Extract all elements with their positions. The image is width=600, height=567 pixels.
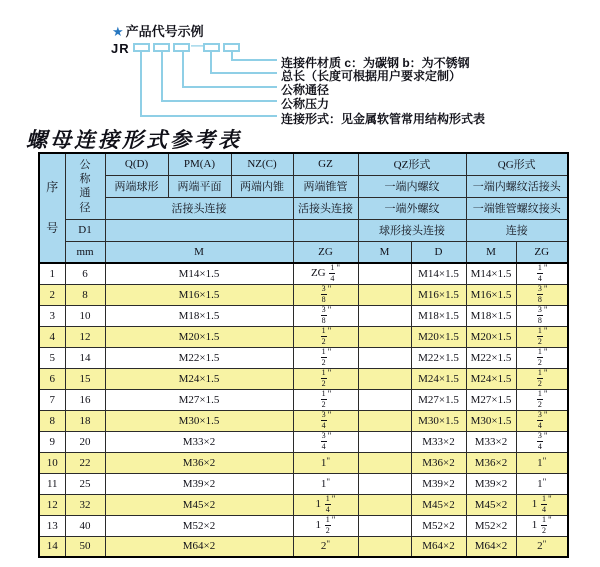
qz-m-cell bbox=[358, 347, 411, 368]
header-gz: GZ bbox=[293, 153, 358, 175]
serial-cell: 7 bbox=[39, 389, 65, 410]
zg-cell: $\frac{1}{2}$ " bbox=[293, 326, 358, 347]
header-qz-end2: 一端外螺纹 bbox=[358, 197, 466, 219]
qg-m-cell: M27×1.5 bbox=[466, 389, 516, 410]
code-box-4 bbox=[203, 43, 220, 52]
dn-mm-cell: 16 bbox=[65, 389, 105, 410]
zg-cell: ZG $\frac{1}{4}$ " bbox=[293, 263, 358, 284]
table-row bbox=[39, 473, 568, 494]
dn-mm-cell: 22 bbox=[65, 452, 105, 473]
qg-m-cell: M14×1.5 bbox=[466, 263, 516, 284]
serial-cell: 11 bbox=[39, 473, 65, 494]
zg-cell: $\frac{3}{8}$ " bbox=[293, 305, 358, 326]
zg-cell: 1 $\frac{1}{4}$ " bbox=[293, 494, 358, 515]
header-qg-m: M bbox=[466, 241, 516, 263]
dn-mm-cell: 14 bbox=[65, 347, 105, 368]
header-dn: 公称通径 bbox=[65, 153, 105, 219]
qz-d-cell: M24×1.5 bbox=[411, 368, 466, 389]
zg-cell: $\frac{3}{8}$ " bbox=[293, 284, 358, 305]
qg-m-cell: M36×2 bbox=[466, 452, 516, 473]
code-box-5 bbox=[223, 43, 240, 52]
qz-m-cell bbox=[358, 284, 411, 305]
table-row bbox=[39, 368, 568, 389]
table-row bbox=[39, 326, 568, 347]
m-thread-cell: M36×2 bbox=[105, 452, 293, 473]
qz-d-cell: M20×1.5 bbox=[411, 326, 466, 347]
nut-connection-table bbox=[38, 152, 569, 558]
dn-mm-cell: 25 bbox=[65, 473, 105, 494]
header-qg: QG形式 bbox=[466, 153, 568, 175]
zg-cell: $\frac{3}{4}$ " bbox=[293, 431, 358, 452]
dn-mm-cell: 32 bbox=[65, 494, 105, 515]
header-nz-ends: 两端内锥 bbox=[231, 175, 293, 197]
zg-cell: $\frac{3}{4}$ " bbox=[293, 410, 358, 431]
qg-m-cell: M64×2 bbox=[466, 536, 516, 557]
code-label-pn: 公称压力 bbox=[281, 97, 330, 111]
zg-cell: $\frac{1}{2}$ " bbox=[293, 347, 358, 368]
dn-mm-cell: 18 bbox=[65, 410, 105, 431]
qz-m-cell bbox=[358, 494, 411, 515]
table-row bbox=[39, 494, 568, 515]
qz-m-cell bbox=[358, 515, 411, 536]
header-qz-m: M bbox=[358, 241, 411, 263]
header-zg: ZG bbox=[293, 241, 358, 263]
table-row bbox=[39, 347, 568, 368]
table-row bbox=[39, 410, 568, 431]
qg-zg-cell: 1 $\frac{1}{2}$ " bbox=[516, 515, 568, 536]
qz-m-cell bbox=[358, 536, 411, 557]
serial-cell: 9 bbox=[39, 431, 65, 452]
dn-mm-cell: 20 bbox=[65, 431, 105, 452]
qg-m-cell: M20×1.5 bbox=[466, 326, 516, 347]
qz-m-cell bbox=[358, 305, 411, 326]
code-label-material: 连接件材质 c：为碳钢 b：为不锈钢 bbox=[281, 56, 470, 70]
qg-m-cell: M33×2 bbox=[466, 431, 516, 452]
qz-d-cell: M36×2 bbox=[411, 452, 466, 473]
header-qg-end2: 一端锥管螺纹接头 bbox=[466, 197, 568, 219]
header-qz-d: D bbox=[411, 241, 466, 263]
qz-d-cell: M64×2 bbox=[411, 536, 466, 557]
table-row bbox=[39, 305, 568, 326]
serial-cell: 8 bbox=[39, 410, 65, 431]
qg-zg-cell: $\frac{1}{2}$ " bbox=[516, 326, 568, 347]
connector-line-form bbox=[140, 52, 277, 117]
zg-cell: 1" bbox=[293, 452, 358, 473]
m-thread-cell: M14×1.5 bbox=[105, 263, 293, 284]
header-q-ends: 两端球形 bbox=[105, 175, 168, 197]
qg-m-cell: M16×1.5 bbox=[466, 284, 516, 305]
m-thread-cell: M18×1.5 bbox=[105, 305, 293, 326]
header-qg-zg: ZG bbox=[516, 241, 568, 263]
m-thread-cell: M52×2 bbox=[105, 515, 293, 536]
table-row bbox=[39, 536, 568, 557]
table-row bbox=[39, 284, 568, 305]
m-thread-cell: M16×1.5 bbox=[105, 284, 293, 305]
code-box-3 bbox=[173, 43, 190, 52]
m-thread-cell: M22×1.5 bbox=[105, 347, 293, 368]
table-row bbox=[39, 515, 568, 536]
dn-mm-cell: 15 bbox=[65, 368, 105, 389]
serial-cell: 5 bbox=[39, 347, 65, 368]
table-row bbox=[39, 452, 568, 473]
qg-m-cell: M22×1.5 bbox=[466, 347, 516, 368]
qz-d-cell: M33×2 bbox=[411, 431, 466, 452]
dn-mm-cell: 50 bbox=[65, 536, 105, 557]
qz-m-cell bbox=[358, 410, 411, 431]
header-qz: QZ形式 bbox=[358, 153, 466, 175]
m-thread-cell: M30×1.5 bbox=[105, 410, 293, 431]
qz-d-cell: M45×2 bbox=[411, 494, 466, 515]
header-blank-qpn bbox=[105, 219, 293, 241]
code-box-2 bbox=[153, 43, 170, 52]
serial-cell: 6 bbox=[39, 368, 65, 389]
qg-zg-cell: 2" bbox=[516, 536, 568, 557]
qg-zg-cell: $\frac{1}{2}$ " bbox=[516, 347, 568, 368]
qg-m-cell: M24×1.5 bbox=[466, 368, 516, 389]
header-pm: PM(A) bbox=[168, 153, 231, 175]
qg-m-cell: M18×1.5 bbox=[466, 305, 516, 326]
m-thread-cell: M45×2 bbox=[105, 494, 293, 515]
serial-cell: 4 bbox=[39, 326, 65, 347]
zg-cell: 1 $\frac{1}{2}$ " bbox=[293, 515, 358, 536]
star-icon: ★ bbox=[112, 24, 124, 39]
header-m-wide: M bbox=[105, 241, 293, 263]
qz-m-cell bbox=[358, 389, 411, 410]
serial-cell: 13 bbox=[39, 515, 65, 536]
header-mm: mm bbox=[65, 241, 105, 263]
header-qpn-conn: 活接头连接 bbox=[105, 197, 293, 219]
qz-d-cell: M18×1.5 bbox=[411, 305, 466, 326]
dn-mm-cell: 6 bbox=[65, 263, 105, 284]
qz-m-cell bbox=[358, 368, 411, 389]
qz-d-cell: M52×2 bbox=[411, 515, 466, 536]
zg-cell: $\frac{1}{2}$ " bbox=[293, 389, 358, 410]
m-thread-cell: M33×2 bbox=[105, 431, 293, 452]
serial-cell: 2 bbox=[39, 284, 65, 305]
zg-cell: 1" bbox=[293, 473, 358, 494]
qz-m-cell bbox=[358, 452, 411, 473]
qg-m-cell: M39×2 bbox=[466, 473, 516, 494]
code-label-dn: 公称通径 bbox=[281, 83, 330, 97]
m-thread-cell: M20×1.5 bbox=[105, 326, 293, 347]
qg-zg-cell: $\frac{3}{4}$ " bbox=[516, 431, 568, 452]
qg-zg-cell: $\frac{3}{8}$ " bbox=[516, 305, 568, 326]
qz-d-cell: M22×1.5 bbox=[411, 347, 466, 368]
serial-cell: 12 bbox=[39, 494, 65, 515]
qg-zg-cell: 1" bbox=[516, 473, 568, 494]
header-qz-conn: 球形接头连接 bbox=[358, 219, 466, 241]
dn-mm-cell: 8 bbox=[65, 284, 105, 305]
dn-mm-cell: 10 bbox=[65, 305, 105, 326]
qz-d-cell: M14×1.5 bbox=[411, 263, 466, 284]
qz-m-cell bbox=[358, 326, 411, 347]
qz-m-cell bbox=[358, 431, 411, 452]
qg-m-cell: M45×2 bbox=[466, 494, 516, 515]
m-thread-cell: M64×2 bbox=[105, 536, 293, 557]
dn-mm-cell: 40 bbox=[65, 515, 105, 536]
qg-zg-cell: $\frac{1}{2}$ " bbox=[516, 368, 568, 389]
table-row bbox=[39, 431, 568, 452]
table-row bbox=[39, 389, 568, 410]
code-label-length: 总长（长度可根据用户要求定制） bbox=[281, 69, 462, 83]
table-body bbox=[39, 263, 568, 557]
dn-mm-cell: 12 bbox=[65, 326, 105, 347]
zg-cell: $\frac{1}{2}$ " bbox=[293, 368, 358, 389]
header-nz: NZ(C) bbox=[231, 153, 293, 175]
table-header bbox=[39, 153, 568, 263]
header-serial: 序号 bbox=[39, 153, 65, 263]
code-box-1 bbox=[133, 43, 150, 52]
m-thread-cell: M24×1.5 bbox=[105, 368, 293, 389]
product-code-prefix: JR bbox=[111, 41, 130, 56]
serial-cell: 1 bbox=[39, 263, 65, 284]
code-dash: — bbox=[191, 38, 203, 52]
diagram-title bbox=[112, 21, 204, 40]
qz-d-cell: M30×1.5 bbox=[411, 410, 466, 431]
qg-zg-cell: $\frac{3}{4}$ " bbox=[516, 410, 568, 431]
header-pm-ends: 两端平面 bbox=[168, 175, 231, 197]
qg-zg-cell: $\frac{3}{8}$ " bbox=[516, 284, 568, 305]
table-title: 螺母连接形式参考表 bbox=[26, 128, 242, 152]
serial-cell: 3 bbox=[39, 305, 65, 326]
qz-d-cell: M39×2 bbox=[411, 473, 466, 494]
qz-d-cell: M27×1.5 bbox=[411, 389, 466, 410]
table-row bbox=[39, 263, 568, 284]
header-qg-conn: 连接 bbox=[466, 219, 568, 241]
m-thread-cell: M27×1.5 bbox=[105, 389, 293, 410]
serial-cell: 14 bbox=[39, 536, 65, 557]
qg-zg-cell: 1" bbox=[516, 452, 568, 473]
header-q: Q(D) bbox=[105, 153, 168, 175]
diagram-title-text: 产品代号示例 bbox=[125, 24, 204, 39]
m-thread-cell: M39×2 bbox=[105, 473, 293, 494]
qg-m-cell: M52×2 bbox=[466, 515, 516, 536]
header-gz-conn: 活接头连接 bbox=[293, 197, 358, 219]
header-qz-end1: 一端内螺纹 bbox=[358, 175, 466, 197]
qz-d-cell: M16×1.5 bbox=[411, 284, 466, 305]
qg-zg-cell: $\frac{1}{2}$ " bbox=[516, 389, 568, 410]
qg-zg-cell: 1 $\frac{1}{4}$ " bbox=[516, 494, 568, 515]
qg-m-cell: M30×1.5 bbox=[466, 410, 516, 431]
header-qg-end1: 一端内螺纹活接头 bbox=[466, 175, 568, 197]
header-d1: D1 bbox=[65, 219, 105, 241]
qz-m-cell bbox=[358, 263, 411, 284]
zg-cell: 2" bbox=[293, 536, 358, 557]
header-blank-gz bbox=[293, 219, 358, 241]
header-gz-ends: 两端锥管 bbox=[293, 175, 358, 197]
serial-cell: 10 bbox=[39, 452, 65, 473]
qg-zg-cell: $\frac{1}{4}$ " bbox=[516, 263, 568, 284]
code-label-form: 连接形式：见金属软管常用结构形式表 bbox=[281, 112, 486, 126]
qz-m-cell bbox=[358, 473, 411, 494]
